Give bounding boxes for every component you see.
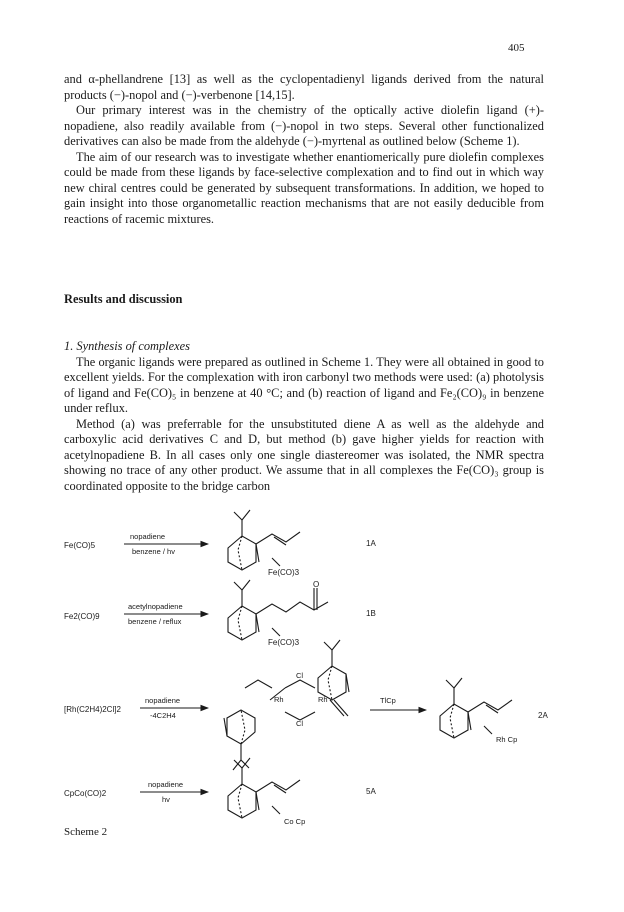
arrow-label-below: -4C2H4 [150, 711, 176, 720]
reagent-3: [Rh(C2H4)2Cl]2 [64, 705, 121, 714]
acetylnopadiene-complex-structure [228, 580, 328, 640]
metal-fragment: Co Cp [284, 817, 306, 826]
arrow-label-below: benzene / hv [132, 547, 175, 556]
subsection-title: 1. Synthesis of complexes [64, 339, 190, 353]
second-reagent: TlCp [380, 696, 396, 705]
chlorine-label: Cl [296, 671, 304, 680]
metal-fragment: Rh Cp [496, 735, 518, 744]
product-label: 5A [366, 787, 376, 796]
metal-fragment: Fe(CO)3 [268, 568, 300, 577]
arrow-label-above: nopadiene [130, 532, 166, 541]
paragraph: Method (a) was preferrable for the unsubstituted diene A as well as the aldehyde and carboxylic acid derivatives C and D, but method (b) gave higher yields for reaction with acetylnopadiene B. In all cases only one single diastereomer was isolated, the NMR spectra showing no trace of any other product. We assume that in all complexes the Fe(CO)₃ group is coordinated opposite to the bridge carbon [64, 416, 544, 493]
reagent-1: Fe(CO)5 [64, 541, 96, 550]
reagent-4: CpCo(CO)2 [64, 789, 107, 798]
section-heading: Results and discussion [64, 292, 183, 306]
paragraph: and α-phellandrene [13] as well as the cyclopentadienyl ligands derived from the natural products (−)-nopol and (−)-verbenone [14,15]. [64, 72, 544, 102]
metal-fragment: Fe(CO)3 [268, 638, 300, 647]
paragraph: The organic ligands were prepared as outlined in Scheme 1. They were all obtained in good to excellent yields. For the complexation with iron carbonyl two methods were used: (a) photolysis of ligand and Fe(CO)₅ in benzene at 40 °C; and (b) reaction of ligand and Fe₂(CO)₉ in benzene under reflux. [64, 354, 544, 415]
product-label: 1A [366, 539, 376, 548]
product-label: 2A [538, 711, 548, 720]
rhodium-label: Rh [318, 695, 328, 704]
scheme-caption: Scheme 2 [64, 826, 108, 838]
rhodium-label: Rh [274, 695, 284, 704]
cobalt-cp-complex-structure [228, 758, 300, 818]
arrow-label-above: nopadiene [145, 696, 181, 705]
arrow-label-below: hv [162, 795, 170, 804]
reagent-2: Fe2(CO)9 [64, 612, 100, 621]
oxygen-label: O [313, 580, 320, 589]
paragraph: The aim of our research was to investigate whether enantiomerically pure diolefin complexes could be made from these ligands by face-selective complexation and to find out in which way new chiral centres could be generated by subsequent transformations. In addition, we hoped to gain insight into those organometallic reaction mechanisms that are not easily deducible from reactions of racemic mixtures. [64, 149, 544, 226]
arrow-label-above: acetylnopadiene [128, 602, 183, 611]
rhodium-cp-complex-structure [440, 678, 512, 738]
chlorine-label: Cl [296, 719, 304, 728]
product-label: 1B [366, 609, 376, 618]
arrow-label-below: benzene / reflux [128, 617, 182, 626]
page-number: 405 [508, 42, 525, 54]
paragraph: Our primary interest was in the chemistry of the optically active diolefin ligand (+)-nopadiene, also readily available from (−)-nopol in two steps. Several other functionalized derivatives can also be made from the aldehyde (−)-myrtenal as outlined below (Scheme 1). [64, 103, 544, 148]
arrow-label-above: nopadiene [148, 780, 184, 789]
nopadiene-complex-structure [228, 510, 300, 570]
rhodium-dimer-structure [224, 640, 349, 770]
